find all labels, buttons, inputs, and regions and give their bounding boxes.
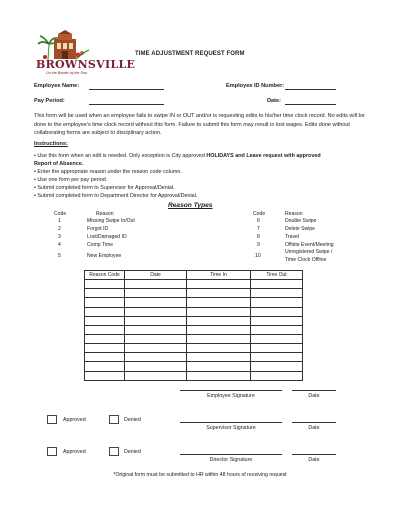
table-row[interactable] — [85, 334, 303, 343]
supervisor-date-label: Date — [308, 425, 320, 431]
supervisor-signature-line[interactable] — [180, 422, 282, 423]
supervisor-date-line[interactable] — [292, 422, 336, 423]
supervisor-denied-label: Denied — [124, 417, 141, 423]
table-row[interactable] — [85, 316, 303, 325]
column-header: Reason Code — [85, 271, 125, 280]
instruction-item: Report of Absence. — [34, 161, 84, 167]
employee-date-label: Date — [308, 393, 320, 399]
instruction-item: • Use one form per pay period. — [34, 177, 108, 183]
instruction-item: • Use this form when an edit is needed. Only exception is City approved HOLIDAYS and Leave request with approved — [34, 153, 321, 159]
instruction-item: • Submit completed form to Department Director for Approval/Denial. — [34, 193, 198, 199]
code-header-right: Code — [253, 211, 266, 217]
table-row[interactable] — [85, 289, 303, 298]
date-label: Date: — [267, 98, 281, 104]
director-signature-label: Director Signature — [209, 457, 253, 463]
director-date-label: Date — [308, 457, 320, 463]
table-row[interactable] — [85, 344, 303, 353]
column-header: Time In — [187, 271, 251, 280]
instruction-item: • Enter the appropriate reason under the reason code column. — [34, 169, 182, 175]
table-row[interactable] — [85, 325, 303, 334]
director-approved-checkbox[interactable] — [47, 447, 57, 456]
employee-id-label: Employee ID Number: — [226, 83, 285, 89]
table-row[interactable] — [85, 362, 303, 371]
director-approved-label: Approved — [63, 449, 86, 455]
employee-name-field[interactable] — [89, 89, 164, 90]
employee-signature-line[interactable] — [180, 390, 282, 391]
column-header: Date — [125, 271, 187, 280]
form-title: TIME ADJUSTMENT REQUEST FORM — [135, 51, 245, 57]
reason-header-left: Reason — [96, 211, 114, 217]
footer-note: *Original form must be submitted to HR within 48 hours of receiving request — [113, 472, 287, 478]
instructions-heading: Instructions: — [34, 141, 68, 147]
director-denied-label: Denied — [124, 449, 141, 455]
pay-period-label: Pay Period: — [34, 98, 65, 104]
reason-header-right: Reason — [285, 211, 303, 217]
reason-types-title: Reason Types — [168, 202, 213, 209]
supervisor-approved-checkbox[interactable] — [47, 415, 57, 424]
form-description: This form will be used when an employee fails to swipe IN or OUT and/or is requesting edits to his/her time clock record. No edits will be done to the employee's time clock record without this form. Failure to submit this form may result in lost wages. Edits done without collaborating forms are subject to disciplinary action. — [34, 113, 365, 137]
instruction-item: • Submit completed form to Supervisor for Approval/Denial. — [34, 185, 175, 191]
table-row[interactable] — [85, 371, 303, 380]
logo-tagline: On the Border by the Sea — [46, 71, 87, 75]
table-row[interactable] — [85, 280, 303, 289]
table-row[interactable] — [85, 298, 303, 307]
employee-name-label: Employee Name: — [34, 83, 80, 89]
employee-id-field[interactable] — [285, 89, 336, 90]
director-denied-checkbox[interactable] — [109, 447, 119, 456]
table-row[interactable] — [85, 307, 303, 316]
logo-wordmark: BROWNSVILLE — [36, 58, 136, 71]
supervisor-signature-label: Supervisor Signature — [206, 425, 256, 431]
city-logo — [34, 30, 136, 78]
employee-signature-label: Employee Signature — [207, 393, 255, 399]
time-entry-table — [84, 270, 303, 381]
supervisor-denied-checkbox[interactable] — [109, 415, 119, 424]
director-date-line[interactable] — [292, 454, 336, 455]
table-header-row — [85, 271, 303, 280]
column-header: Time Out — [251, 271, 303, 280]
date-field[interactable] — [285, 104, 336, 105]
code-header-left: Code — [54, 211, 67, 217]
table-row[interactable] — [85, 353, 303, 362]
instructions-list — [34, 152, 364, 200]
director-signature-line[interactable] — [180, 454, 282, 455]
employee-date-line[interactable] — [292, 390, 336, 391]
supervisor-approved-label: Approved — [63, 417, 86, 423]
pay-period-field[interactable] — [89, 104, 164, 105]
